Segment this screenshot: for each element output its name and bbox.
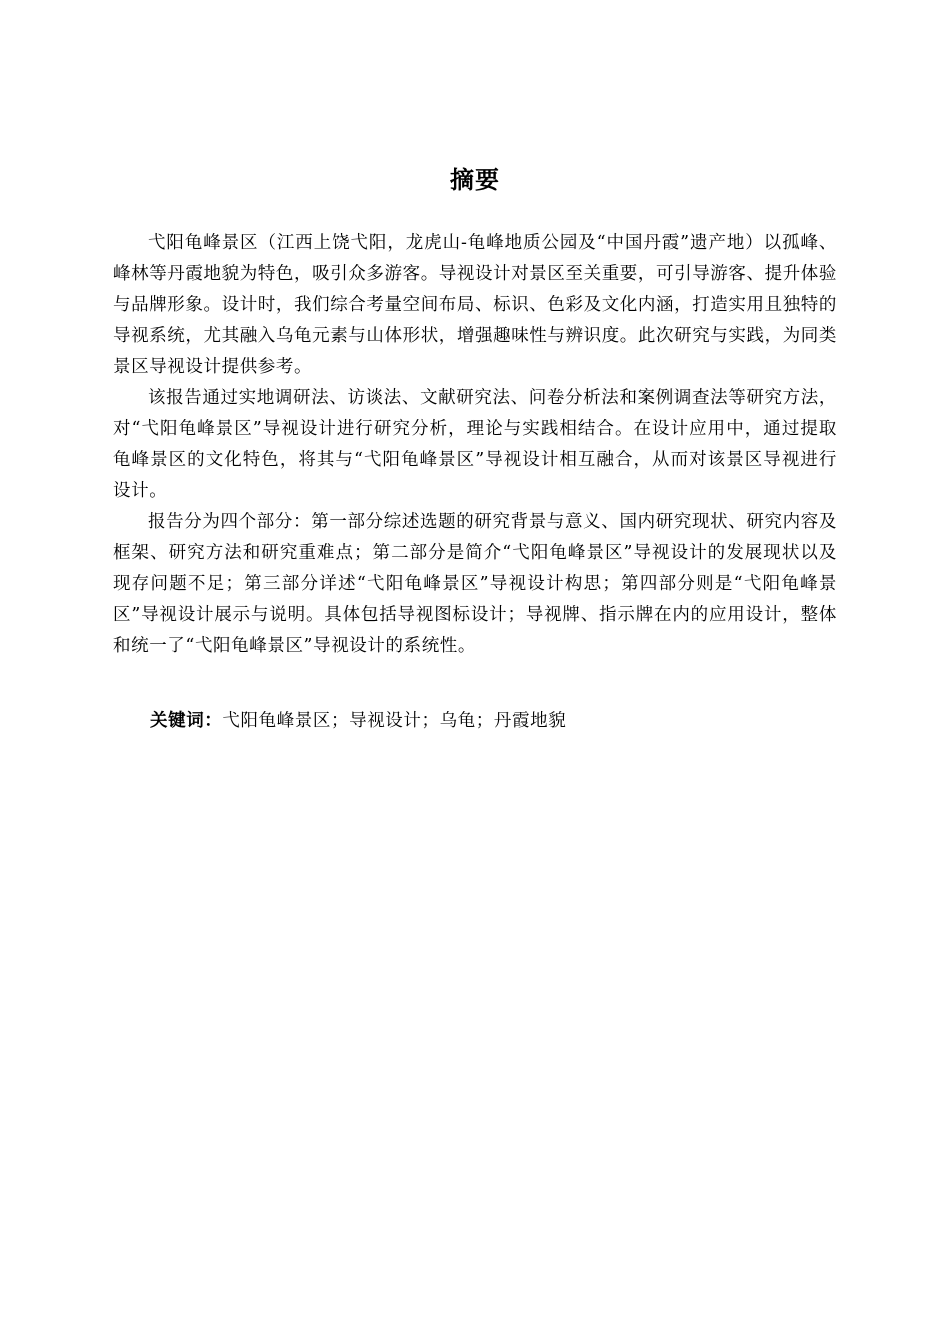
abstract-body [113,228,837,662]
abstract-paragraph-3: 报告分为四个部分：第一部分综述选题的研究背景与意义、国内研究现状、研究内容及框架、研究方法和研究重难点；第二部分是简介“弋阳龟峰景区”导视设计的发展现状以及现存问题不足；第三部分详述“弋阳龟峰景区”导视设计构思；第四部分则是“弋阳龟峰景区”导视设计展示与说明。具体包括导视图标设计；导视牌、指示牌在内的应用设计，整体和统一了“弋阳龟峰景区”导视设计的系统性。 [113,512,837,656]
abstract-paragraph-2: 该报告通过实地调研法、访谈法、文献研究法、问卷分析法和案例调查法等研究方法，对“弋阳龟峰景区”导视设计进行研究分析，理论与实践相结合。在设计应用中，通过提取龟峰景区的文化特色，将其与“弋阳龟峰景区”导视设计相互融合，从而对该景区导视进行设计。 [113,388,837,501]
page-title: 摘要 [450,166,500,194]
keywords-line [150,706,566,737]
keywords-label: 关键词： [150,711,223,731]
abstract-paragraph-1: 弋阳龟峰景区（江西上饶弋阳，龙虎山-龟峰地质公园及“中国丹霞”遗产地）以孤峰、峰林等丹霞地貌为特色，吸引众多游客。导视设计对景区至关重要，可引导游客、提升体验与品牌形象。设计时，我们综合考量空间布局、标识、色彩及文化内涵，打造实用且独特的导视系统，尤其融入乌龟元素与山体形状，增强趣味性与辨识度。此次研究与实践，为同类景区导视设计提供参考。 [113,233,837,377]
keywords-value: 弋阳龟峰景区；导视设计；乌龟；丹霞地貌 [222,711,567,731]
